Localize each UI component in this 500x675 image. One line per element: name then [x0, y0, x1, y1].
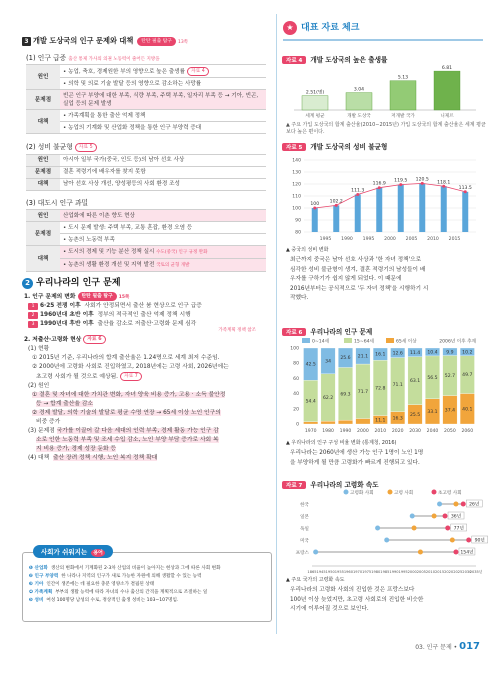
- segment-label: 69.3: [340, 392, 351, 398]
- subheading-2: (2) 성비 불균형 자료 5: [26, 141, 270, 152]
- bar: [462, 192, 468, 232]
- x-tick: 2000: [357, 429, 369, 434]
- row-label: 한국: [300, 503, 309, 508]
- chart-sex-ratio: [286, 152, 482, 246]
- segment-label: 16.1: [375, 352, 386, 358]
- row-label: 독일: [300, 527, 309, 532]
- bar: [376, 188, 382, 232]
- legend-note: 2006년 이후 추계: [439, 339, 476, 345]
- duration-label: 36년: [450, 514, 462, 520]
- x-tick: 2000: [384, 237, 396, 242]
- glossary-item: ❹ 가족계획 부부의 생활 능력에 따라 자녀의 수나 출산의 간격을 계획적으로 조절하는 일: [29, 590, 208, 595]
- segment-label: 16.3: [392, 416, 403, 422]
- x-tick: 1970: [304, 429, 317, 434]
- bar: [419, 183, 425, 232]
- y-tick: 90: [295, 218, 301, 224]
- chart-aging-speed: [286, 488, 485, 576]
- y-tick: 40: [293, 392, 299, 398]
- segment-label: 71.7: [357, 389, 369, 395]
- legend-marker: [344, 490, 349, 495]
- segment-label: 21.1: [357, 354, 369, 360]
- glossary-item: ❺ 성비 여성 100명당 남성의 수로, 정상적인 출생 성비는 103∼107명임.: [29, 598, 179, 603]
- segment-label: 56.5: [427, 375, 438, 381]
- segment-label: 11.1: [375, 418, 386, 424]
- marker-aging: [375, 526, 380, 531]
- segment-label: 25.5: [409, 412, 421, 418]
- marker-super-aged: [466, 538, 471, 543]
- list-item: 1 6·25 전쟁 이후 사회가 안정되면서 출산 붐 현상으로 인구 급증: [22, 302, 270, 311]
- category-label: 개발 도상국: [347, 114, 371, 119]
- y-tick: 60: [293, 376, 299, 382]
- category-label: 세계 평균: [305, 114, 325, 119]
- bar: [441, 186, 447, 232]
- segment-label: 52.7: [444, 374, 456, 380]
- data-label: 111.3: [351, 188, 365, 194]
- x-tick: 2005: [416, 570, 426, 574]
- subheading-1: (1) 인구 급증 출산 통제 가사의 의권 노동력이 줄어든 지방을: [26, 54, 160, 62]
- data-6-title: 자료 6 우리나라의 인구 문제: [282, 326, 482, 336]
- bar: [434, 71, 460, 110]
- segment-label: 10.4: [427, 350, 438, 356]
- list-item: 3 1990년대 후반 이후 출산율 감소로 저출산·고령화 문제 심각: [22, 320, 270, 329]
- data-7-title: 자료 7 우리나라의 고령화 속도: [282, 479, 482, 489]
- data-point: [442, 185, 445, 188]
- x-tick: 2020: [444, 570, 454, 574]
- bar-value-label: 6.81: [441, 66, 453, 72]
- marker-super-aged: [453, 550, 458, 555]
- x-tick: 1960: [343, 570, 354, 574]
- data-7-caption: ▲ 주요 국가의 고령화 속도: [286, 577, 345, 583]
- legend-marker: [388, 490, 393, 495]
- bar: [398, 185, 404, 232]
- data-point: [399, 183, 402, 186]
- segment-label: 34: [325, 359, 332, 365]
- data-point: [356, 193, 359, 196]
- marker-super-aged: [443, 514, 448, 519]
- data-5-title: 자료 5 개발 도상국의 성비 불균형: [282, 141, 482, 151]
- x-tick: 1975: [362, 570, 372, 574]
- list-item: 2 1960년대 초반 이후 정부의 적극적인 출산 억제 정책 시행: [22, 311, 270, 320]
- y-tick: 100: [290, 346, 299, 352]
- duration-label: 90년: [474, 538, 485, 544]
- legend-label: 65세 이상: [396, 339, 417, 345]
- stack-segment: [321, 421, 335, 424]
- data-5-text: 최근까지 중국은 남아 선호 사상과 '한 자녀 정책'으로 심각한 성비 불균형이 생겨, 결혼 적령기의 남성들이 배 우자를 구하기가 쉽지 않게 되었다. 이 때문에 2016년부터는 공식적으로 '두 자녀 정책'을 시행하기 시 작했다.: [290, 257, 429, 301]
- duration-label: 26년: [469, 502, 480, 508]
- bar-value-label: 3.04: [353, 87, 365, 93]
- data-6-caption: ▲ 우리나라의 인구 구성 비율 변화 (통계청, 2016): [286, 440, 397, 446]
- x-tick: 2040: [426, 429, 439, 434]
- bar: [355, 194, 361, 232]
- segment-label: 54.4: [305, 399, 316, 405]
- segment-label: 12.6: [392, 351, 403, 357]
- data-label: 113.5: [458, 185, 472, 191]
- marker-aged: [418, 550, 423, 555]
- data-point: [378, 186, 381, 189]
- y-tick: 80: [295, 230, 301, 236]
- segment-label: 25.6: [340, 356, 351, 362]
- data-point: [313, 207, 316, 210]
- x-tick: 2025: [453, 570, 463, 574]
- data-4-caption: ▲ 주요 가입 도상국의 합계 출산율(2010∼2015년) 가입 도상국의 합계 출산율은 세계 평균보다 높은 편이다.: [286, 122, 486, 135]
- data-point: [421, 182, 424, 185]
- x-tick: 2030: [409, 429, 421, 434]
- subheading-low-birth: 2. 저출산·고령화 현상 자료 6: [22, 335, 270, 345]
- segment-label: 62.2: [322, 395, 334, 401]
- data-6-text: 우리나라는 2060년에 생산 가능 인구 1명이 노인 1명 을 부양하게 될 만큼 고령화가 빠르게 진행되고 있다.: [290, 450, 424, 466]
- table-sex-ratio: 원인 아시아 일부 국가(중국, 인도 등)의 남아 선호 사상 문제점 결혼 적령기에 배우자를 찾지 못함 대책 남아 선호 사상 개선, 양성평등의 사회 환경 조성: [26, 154, 266, 191]
- x-tick: 2010: [427, 237, 439, 242]
- segment-label: 40.1: [462, 407, 473, 413]
- marker-aging: [313, 550, 318, 555]
- x-tick: 2020: [391, 429, 404, 434]
- glossary-item: ❶ 산업화 생산의 변화에서 기계화된 2·3차 산업의 비율이 높아지는 현상과 그에 따른 사회 변화: [29, 566, 221, 571]
- glossary-item: ❸ 기아 인간이 생존에는 데 필요한 충분 영양소가 결핍된 상태: [29, 582, 155, 587]
- x-tick: 1995: [398, 570, 408, 574]
- page-footer: 03. 인구 문제 • 017: [415, 641, 480, 652]
- x-tick: 2010: [425, 570, 436, 574]
- row-label: 미국: [300, 539, 309, 544]
- category-label: 저개발 국가: [391, 114, 415, 119]
- segment-label: 71.1: [392, 383, 403, 389]
- x-tick: 1955: [334, 570, 344, 574]
- subheading-change: 1. 인구 문제의 변화 탄탄 필출 탐구 15쪽: [24, 294, 130, 300]
- x-tick: 1865: [307, 570, 317, 574]
- legend-swatch: [386, 338, 394, 343]
- y-tick: 0: [296, 422, 299, 428]
- data-4-title: 자료 4 개발 도상국의 높은 출생률: [282, 54, 482, 64]
- y-tick: 100: [292, 206, 301, 212]
- category-label: 니제르: [440, 114, 454, 119]
- right-header: ★ 대표 자료 체크: [283, 20, 359, 35]
- row-label: 프랑스: [295, 551, 309, 556]
- row-label: 일본: [300, 515, 309, 520]
- section-2-title: 2 우리나라의 인구 문제: [22, 275, 270, 289]
- segment-label: 10.2: [462, 350, 473, 356]
- legend-label: 초고령 사회: [438, 491, 462, 496]
- x-tick: 2050: [444, 429, 456, 434]
- segment-label: 63.1: [409, 379, 421, 385]
- x-tick: 2035년: [469, 570, 483, 574]
- legend-swatch: [344, 338, 352, 343]
- segment-label: 37.4: [444, 408, 456, 414]
- x-tick: 1970: [352, 570, 363, 574]
- marker-super-aged: [445, 526, 450, 531]
- bar: [312, 208, 318, 232]
- x-tick: 1980: [322, 429, 334, 434]
- legend-swatch: [302, 338, 310, 343]
- legend-label: 15∼64세: [354, 339, 374, 345]
- marker-aging: [384, 538, 389, 543]
- glossary-item: ❷ 인구 부양력 한 나라나 지역의 인구가 새로 가능한 자원에 의해 생활할 수 있는 능력: [29, 574, 202, 579]
- data-label: 102.2: [329, 199, 343, 205]
- data-label: 116.9: [372, 181, 386, 187]
- x-tick: 2005: [405, 237, 418, 242]
- duration-label: 154년: [460, 550, 474, 556]
- y-tick: 80: [293, 361, 299, 367]
- marker-aged: [412, 526, 417, 531]
- legend-marker: [432, 490, 437, 495]
- x-tick: 1995: [319, 237, 332, 242]
- y-tick: 110: [292, 194, 301, 200]
- x-tick: 1950: [325, 570, 335, 574]
- tag[interactable]: 탄탄 필출 탐구: [137, 37, 176, 46]
- legend-label: 고령화 사회: [350, 491, 374, 496]
- subheading-3: (3) 대도시 인구 과밀: [26, 199, 89, 207]
- chart-age-structure: [286, 336, 482, 440]
- segment-label: 33.1: [427, 409, 438, 415]
- x-tick: 1985: [380, 570, 390, 574]
- star-icon: ★: [283, 21, 297, 35]
- stack-segment: [304, 422, 318, 424]
- y-tick: 130: [292, 170, 301, 176]
- x-tick: 2015: [434, 570, 445, 574]
- data-label: 120.5: [415, 177, 429, 183]
- y-tick: 20: [293, 407, 299, 413]
- data-point: [335, 204, 338, 207]
- bar-value-label: 2.51(명): [305, 90, 325, 96]
- x-tick: 2015: [448, 237, 461, 242]
- marker-aged: [450, 538, 455, 543]
- y-tick: 120: [292, 182, 301, 188]
- data-label: 118.1: [437, 180, 451, 186]
- segment-label: 9.9: [446, 350, 454, 356]
- marker-aging: [437, 502, 442, 507]
- segment-label: 42.5: [305, 362, 316, 368]
- data-point: [464, 190, 467, 193]
- chart-birth-rate: [290, 64, 480, 122]
- x-tick: 2000: [407, 570, 417, 574]
- data-5-caption: ▲ 중국의 성비 변화: [286, 247, 329, 253]
- marker-aging: [410, 514, 415, 519]
- x-tick: 2010: [374, 429, 387, 434]
- table-population-surge: 원인 • 농업, 축호, 경제원한 부의 영향으로 높은 출생률 자료 4 • 의학 및 의료 기술 발달 등의 영향으로 감소하는 사망률 문제점 빈곤 인구 부양에 대한 부족, 식량 부족, 주택 부족, 일자리 부족 등 → 기아, 빈곤, 실업 등의 문제 발생 대책 • 가족계획을 통한 출산 억제 정책 • 농업의 기계화 및 산업화 정책을 통한 인구 부양력 증대: [26, 64, 266, 134]
- duration-label: 77년: [453, 526, 464, 532]
- bar: [346, 93, 372, 110]
- header-rule: [283, 39, 483, 41]
- x-tick: 1990: [341, 237, 353, 242]
- x-tick: 1990: [389, 570, 399, 574]
- segment-label: 11.4: [409, 350, 421, 356]
- x-tick: 1995: [362, 237, 375, 242]
- stack-segment: [338, 420, 352, 424]
- data-label: 100: [310, 202, 320, 207]
- bar-value-label: 5.13: [397, 75, 409, 81]
- bar: [390, 81, 416, 110]
- data-7-text: 우리나라의 고령화 사회의 진입한 것은 프랑스보다 100년 이상 늦었지만, 초고령 사회로의 진입한 비슷한 시기에 이루어질 것으로 보인다.: [290, 587, 424, 612]
- x-tick: 2030: [462, 570, 472, 574]
- glossary-box: [22, 548, 272, 622]
- column-divider: [276, 14, 277, 634]
- marker-aged: [453, 502, 458, 507]
- data-label: 119.5: [394, 178, 408, 184]
- x-tick: 1980: [371, 570, 381, 574]
- bar: [302, 96, 328, 110]
- x-tick: 1990: [339, 429, 352, 434]
- stack-segment: [356, 419, 370, 424]
- bar: [333, 205, 339, 232]
- x-tick: 2060: [461, 429, 474, 434]
- table-urban-overcrowding: 원인 산업화에 따른 이촌 향도 현상 문제점 • 도시 문제 발생: 주택 부족, 교통 혼잡, 환경 오염 등 • 농촌의 노동력 부족 대책 • 도시의 경제 및 기능 분산 정책 실시 수도(중국) 인구 규정 완화 • 농촌의 생활 환경 개선 및 지역 발전 국토의 균형 개발: [26, 209, 266, 272]
- section-3-header: 3 개발 도상국의 인구 문제와 대책 탄탄 필출 탐구 13쪽: [22, 36, 270, 46]
- x-tick: 1945: [316, 570, 326, 574]
- legend-label: 고령 사회: [394, 491, 414, 496]
- marker-super-aged: [461, 502, 466, 507]
- y-tick: 140: [292, 158, 301, 164]
- marker-aged: [432, 514, 437, 519]
- segment-label: 49.7: [462, 373, 473, 379]
- legend-label: 0∼14세: [312, 339, 330, 345]
- segment-label: 72.8: [375, 386, 386, 392]
- glossary-title: 사회가 쉬워지는 용어: [33, 545, 113, 558]
